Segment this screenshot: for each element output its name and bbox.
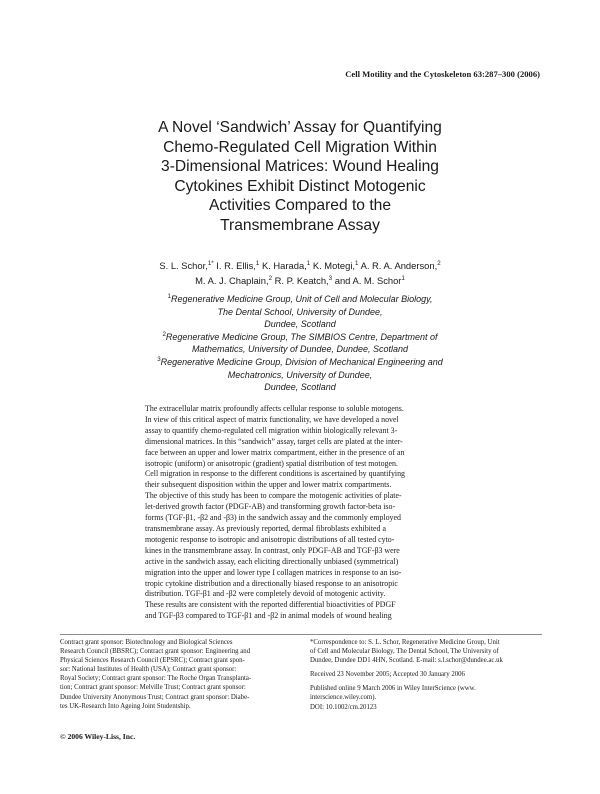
affiliation-sup: 1: [167, 293, 171, 300]
affiliation-text: Regenerative Medicine Group, Division of Mechanical Engineering and: [160, 356, 443, 367]
abstract-line: distribution. TGF-β1 and -β2 were completely devoid of motogenic activity.: [145, 589, 386, 599]
author-sup: 1: [401, 274, 405, 282]
abstract-line: motogenic response to isotropic and anisotropic distributions of all tested cyto-: [145, 534, 395, 544]
affiliation-text: Regenerative Medicine Group, The SIMBIOS Centre, Department of: [165, 331, 438, 342]
published-line: interscience.wiley.com).: [310, 694, 377, 702]
title-line: Cytokines Exhibit Distinct Motogenic: [174, 177, 426, 195]
author-sup: 2: [268, 274, 273, 282]
abstract-line: kines in the transmembrane assay. In contrast, only PDGF-AB and TGF-β3 were: [145, 545, 400, 555]
copyright-notice: © 2006 Wiley-Liss, Inc.: [60, 732, 136, 741]
affiliation-text: Regenerative Medicine Group, Unit of Cell and Molecular Biology,: [170, 294, 433, 304]
author-line: [60, 258, 540, 273]
correspondence-footnote: [310, 638, 542, 712]
footnote-line: of Cell and Molecular Biology, The Dental School, The University of: [310, 648, 499, 656]
affiliation-sup: 3: [157, 355, 161, 363]
author-sup: 3: [328, 274, 333, 282]
abstract-line: their subsequent disposition within the upper and lower matrix compartments.: [145, 480, 392, 490]
abstract-line: face between an upper and lower matrix compartment, either in the presence of an: [145, 447, 405, 457]
abstract-line: isotropic (uniform) or anisotropic (gradient) spatial distribution of test motogen.: [145, 458, 398, 468]
author-sup: 1: [306, 259, 311, 267]
title-line: Transmembrane Assay: [220, 216, 380, 234]
author-line: [60, 273, 540, 288]
abstract-line: The objective of this study has been to compare the motogenic activities of plate-: [145, 491, 402, 501]
received-line: Received 23 November 2005; Accepted 30 January 2006: [310, 671, 465, 679]
author-name: K. Motegi,: [310, 260, 356, 271]
abstract-line: let-derived growth factor (PDGF-AB) and transforming growth factor-beta iso-: [145, 502, 396, 512]
author-name: A. R. A. Anderson,: [358, 260, 438, 271]
title-line: A Novel ‘Sandwich’ Assay for Quantifying: [158, 119, 442, 136]
footnote-line: tion; Contract grant sponsor: Melville Trust; Contract grant sponsor:: [60, 684, 246, 692]
article-title: [60, 118, 540, 235]
affiliation-line: [60, 356, 540, 369]
footnote-line: sor: National Institutes of Health (USA); Contract grant sponsor:: [60, 666, 237, 674]
abstract-line: In view of this critical aspect of matrix functionality, we have developed a novel: [145, 414, 399, 424]
abstract-line: tropic cytokine distribution and a directionally biased response to an anisotropic: [145, 578, 398, 588]
abstract-line: assay to quantify chemo-regulated cell migration within biologically relevant 3-: [145, 425, 398, 435]
footnote-line: Contract grant sponsor: Biotechnology and Biological Sciences: [60, 639, 233, 646]
affiliations: [60, 293, 540, 394]
affiliation-line: Mathematics, University of Dundee, Dundee, Scotland: [191, 344, 409, 355]
affiliation-sup: 2: [162, 330, 166, 338]
abstract-line: transmembrane assay. As previously reported, dermal fibroblasts exhibited a: [145, 523, 386, 533]
author-name: K. Harada,: [259, 260, 307, 271]
published-line: Published online 9 March 2006 in Wiley InterScience (www.: [310, 685, 476, 693]
title-line: 3-Dimensional Matrices: Wound Healing: [161, 158, 439, 175]
footnote-line: Royal Society; Contract grant sponsor: The Roche Organ Transplanta-: [60, 675, 252, 683]
author-sup: 2: [437, 259, 441, 267]
footnote-line: *Correspondence to: S. L. Schor, Regenerative Medicine Group, Unit: [310, 639, 500, 646]
author-name: R. P. Keatch,: [272, 275, 329, 286]
author-sup: 1: [255, 259, 260, 267]
title-line: Chemo-Regulated Cell Migration Within: [163, 138, 437, 156]
abstract-line: and TGF-β3 compared to TGF-β1 and -β2 in animal models of wound healing: [145, 611, 392, 621]
abstract-line: The extracellular matrix profoundly affects cellular response to soluble motogens.: [145, 404, 404, 413]
affiliation-line: [60, 331, 540, 344]
doi-line: DOI: 10.1002/cm.20123: [310, 703, 377, 711]
abstract: [145, 404, 456, 622]
footnote-divider: [60, 634, 542, 635]
footnote-line: Research Council (BBSRC); Contract grant sponsor: Engineering and: [60, 648, 251, 656]
author-name: and A. M. Schor: [332, 275, 402, 286]
footnote-line: tes UK-Research Into Ageing Joint Studentship.: [60, 702, 191, 710]
author-sup: 1: [355, 259, 359, 267]
abstract-line: active in the sandwich assay, each eliciting directionally unbiased (symmetrical): [145, 556, 399, 566]
title-line: Activities Compared to the: [208, 197, 391, 214]
affiliation-line: Mechatronics, University of Dundee,: [227, 369, 373, 380]
running-head: Cell Motility and the Cytoskeleton 63:287–300 (2006): [345, 69, 540, 79]
abstract-line: forms (TGF-β1, -β2 and -β3) in the sandwich assay and the commonly employed: [145, 513, 401, 523]
footnote-line: Dundee, Dundee DD1 4HN, Scotland. E-mail: s.l.schor@dundee.ac.uk: [310, 657, 503, 665]
author-list: [60, 258, 540, 288]
affiliation-line: Dundee, Scotland: [264, 319, 336, 330]
author-sup: 1*: [207, 259, 214, 267]
abstract-line: dimensional matrices. In this “sandwich” assay, target cells are plated at the inter-: [145, 436, 403, 446]
author-name: I. R. Ellis,: [213, 260, 256, 271]
author-name: M. A. J. Chaplain,: [195, 275, 269, 286]
affiliation-line: The Dental School, University of Dundee,: [217, 306, 383, 317]
grant-footnote: [60, 638, 292, 711]
footnote-line: Dundee University Anonymous Trust; Contract grant sponsor: Diabe-: [60, 693, 250, 701]
footnote-line: Physical Sciences Research Council (EPSRC); Contract grant spon-: [60, 657, 245, 665]
author-name: S. L. Schor,: [159, 260, 208, 271]
abstract-line: These results are consistent with the reported differential bioactivities of PDGF: [145, 600, 396, 610]
abstract-line: Cell migration in response to the different conditions is ascertained by quantifying: [145, 469, 405, 479]
affiliation-line: Dundee, Scotland: [264, 382, 336, 393]
affiliation-line: [60, 293, 540, 306]
abstract-line: migration into the upper and lower type I collagen matrices in response to an iso-: [145, 567, 402, 577]
